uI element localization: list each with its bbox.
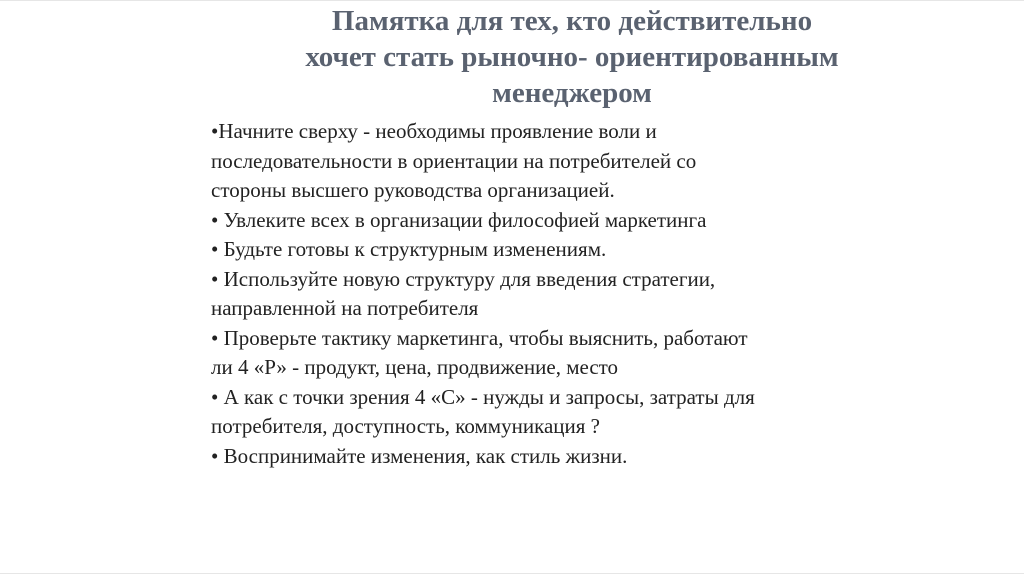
body-line: • А как с точки зрения 4 «С» - нужды и запросы, затраты для xyxy=(211,384,755,409)
slide-title xyxy=(192,3,952,111)
body-line: последовательности в ориентации на потребителей со xyxy=(211,148,697,173)
slide-top-edge xyxy=(0,0,1024,1)
body-line: • Увлеките всех в организации философией маркетинга xyxy=(211,207,707,232)
body-line: • Будьте готовы к структурным изменениям. xyxy=(211,237,607,261)
body-line: потребителя, доступность, коммуникация ? xyxy=(211,414,600,438)
body-line: •Начните сверху - необходимы проявление воли и xyxy=(211,119,657,143)
slide-body-text xyxy=(211,117,1001,471)
body-line: направленной на потребителя xyxy=(211,296,479,320)
body-line: • Воспринимайте изменения, как стиль жизни. xyxy=(211,443,628,468)
title-line-3: менеджером xyxy=(492,77,652,109)
body-line: • Проверьте тактику маркетинга, чтобы выяснить, работают xyxy=(211,325,748,350)
body-line: стороны высшего руководства организацией. xyxy=(211,178,615,202)
title-line-1: Памятка для тех, кто действительно xyxy=(331,5,813,37)
title-line-2: хочет стать рыночно- ориентированным xyxy=(305,41,839,73)
body-line: • Используйте новую структуру для введения стратегии, xyxy=(211,266,716,291)
body-line: ли 4 «Р» - продукт, цена, продвижение, место xyxy=(211,355,619,379)
